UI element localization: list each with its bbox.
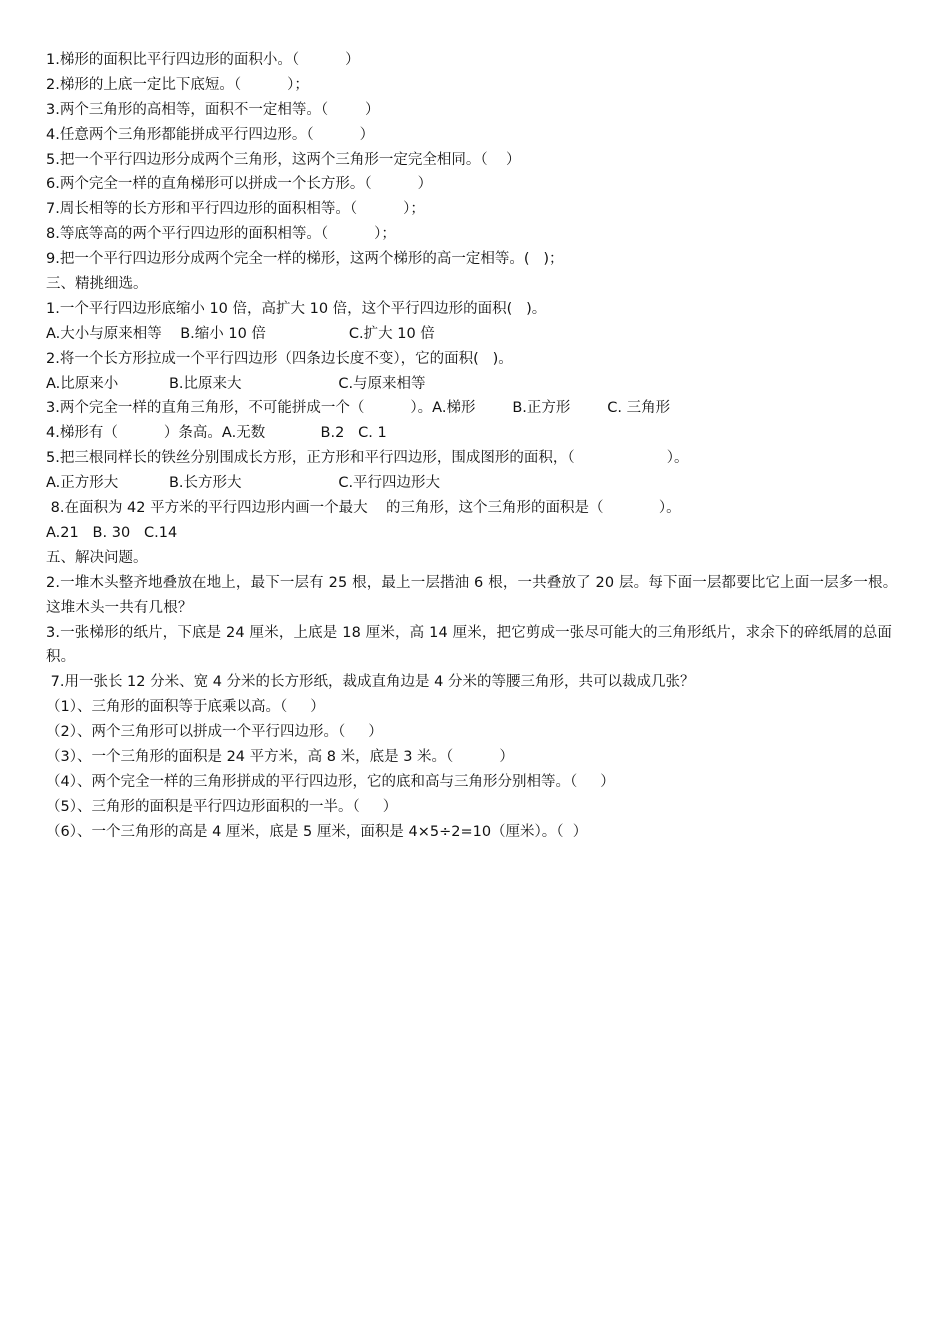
judge-sub-5: （5）、三角形的面积是平行四边形面积的一半。（ ）	[46, 798, 398, 815]
judge-item-7: 7.周长相等的长方形和平行四边形的面积相等。（ ）；	[46, 201, 425, 218]
choice-options-8: A.21 B. 30 C.14	[46, 524, 178, 541]
choice-question-2: 2.将一个长方形拉成一个平行四边形（四条边长度不变），它的面积( )。	[46, 350, 513, 367]
choice-question-8: 8.在面积为 42 平方米的平行四边形内画一个最大 的三角形，这个三角形的面积是（ ）。	[46, 500, 681, 517]
section-heading-problems: 五、解决问题。	[46, 549, 148, 566]
judge-sub-4: （4）、两个完全一样的三角形拼成的平行四边形，它的底和高与三角形分别相等。（ ）	[46, 773, 615, 790]
judge-item-3: 3.两个三角形的高相等，面积不一定相等。（ ）	[46, 101, 380, 118]
problem-3: 3.一张梯形的纸片，下底是 24 厘米，上底是 18 厘米，高 14 厘米，把它剪成一张尽可能大的三角形纸片，求余下的碎纸屑的总面积。	[46, 624, 893, 666]
judge-item-9: 9.把一个平行四边形分成两个完全一样的梯形，这两个梯形的高一定相等。( )；	[46, 251, 564, 268]
judge-item-6: 6.两个完全一样的直角梯形可以拼成一个长方形。（ ）	[46, 176, 433, 193]
choice-question-3: 3.两个完全一样的直角三角形，不可能拼成一个（ ）。A.梯形 B.正方形 C. 三角形	[46, 400, 671, 417]
section-heading-choice: 三、精挑细选。	[46, 276, 148, 293]
judge-sub-6: （6）、一个三角形的高是 4 厘米，底是 5 厘米，面积是 4×5÷2=10（厘米）。（ ）	[46, 823, 588, 840]
judge-item-8: 8.等底等高的两个平行四边形的面积相等。（ ）；	[46, 226, 396, 243]
choice-options-1: A.大小与原来相等 B.缩小 10 倍 C.扩大 10 倍	[46, 325, 435, 342]
choice-question-1: 1.一个平行四边形底缩小 10 倍，高扩大 10 倍，这个平行四边形的面积( )。	[46, 300, 547, 317]
choice-question-5: 5.把三根同样长的铁丝分别围成长方形，正方形和平行四边形，围成图形的面积，（ ）。	[46, 450, 689, 467]
choice-options-5: A.正方形大 B.长方形大 C.平行四边形大	[46, 475, 441, 492]
choice-question-4: 4.梯形有（ ）条高。A.无数 B.2 C. 1	[46, 425, 387, 442]
document-page	[46, 48, 908, 845]
judge-sub-1: （1）、三角形的面积等于底乘以高。（ ）	[46, 699, 325, 716]
judge-sub-3: （3）、一个三角形的面积是 24 平方米，高 8 米，底是 3 米。（ ）	[46, 749, 514, 765]
problem-2: 2.一堆木头整齐地叠放在地上，最下一层有 25 根，最上一层揩油 6 根，一共叠放了 20 层。每下面一层都要比它上面一层多一根。这堆木头一共有几根？	[46, 574, 898, 616]
judge-item-5: 5.把一个平行四边形分成两个三角形，这两个三角形一定完全相同。（ ）	[46, 151, 521, 168]
problem-7: 7.用一张长 12 分米、宽 4 分米的长方形纸，裁成直角边是 4 分米的等腰三角形，共可以裁成几张？	[46, 674, 695, 691]
judge-item-2: 2.梯形的上底一定比下底短。（ ）；	[46, 76, 309, 93]
judge-sub-2: （2）、两个三角形可以拼成一个平行四边形。（ ）	[46, 724, 383, 741]
judge-item-1: 1.梯形的面积比平行四边形的面积小。（ ）	[46, 52, 360, 68]
judge-item-4: 4.任意两个三角形都能拼成平行四边形。（ ）	[46, 126, 375, 143]
choice-options-2: A.比原来小 B.比原来大 C.与原来相等	[46, 375, 426, 392]
